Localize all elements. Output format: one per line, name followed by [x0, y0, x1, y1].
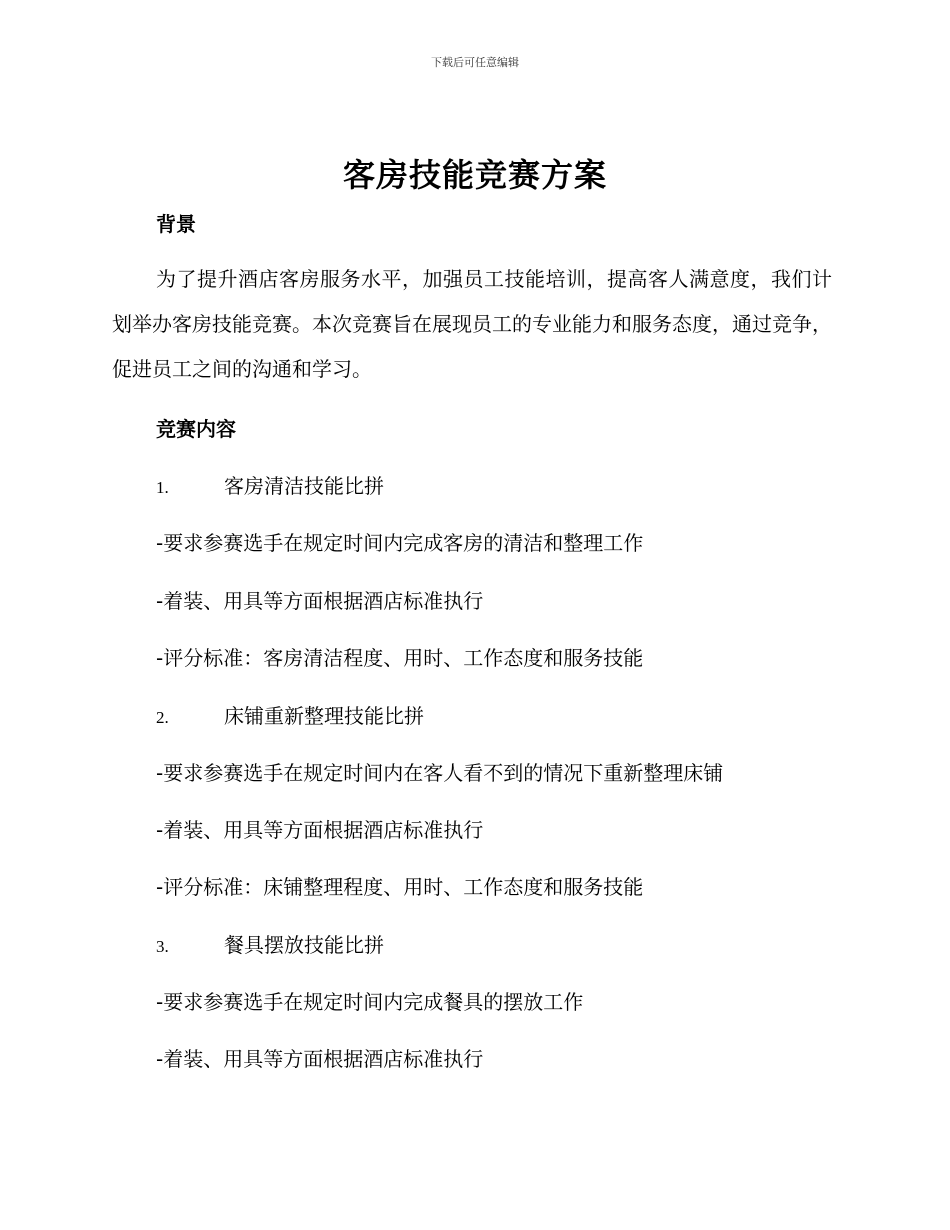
list-number: 2.: [156, 708, 169, 727]
bullet-line: -着装、用具等方面根据酒店标准执行: [156, 1047, 484, 1071]
list-item-3: [156, 929, 384, 958]
bullet-line: -评分标准：客房清洁程度、用时、工作态度和服务技能: [156, 646, 644, 670]
list-item-2: [156, 700, 424, 729]
bullet-line: -着装、用具等方面根据酒店标准执行: [156, 589, 484, 613]
bullet-line: -要求参赛选手在规定时间内在客人看不到的情况下重新整理床铺: [156, 761, 724, 785]
bullet-line: -着装、用具等方面根据酒店标准执行: [156, 818, 484, 842]
header-note: 下载后可任意编辑: [431, 56, 519, 69]
bullet-line: -评分标准：床铺整理程度、用时、工作态度和服务技能: [156, 875, 644, 899]
section-heading-background: 背景: [156, 212, 196, 236]
background-paragraph: 为了提升酒店客房服务水平，加强员工技能培训，提高客人满意度，我们计划举办客房技能竞赛。本次竞赛旨在展现员工的专业能力和服务态度，通过竞争，促进员工之间的沟通和学习。: [112, 267, 832, 381]
bullet-line: -要求参赛选手在规定时间内完成餐具的摆放工作: [156, 990, 584, 1014]
list-number: 3.: [156, 937, 169, 956]
list-item-title: 客房清洁技能比拼: [224, 474, 384, 498]
section-heading-content: 竞赛内容: [156, 417, 236, 441]
page-title: 客房技能竞赛方案: [342, 156, 607, 194]
list-number: 1.: [156, 478, 169, 497]
list-item-1: [156, 470, 384, 499]
list-item-title: 床铺重新整理技能比拼: [224, 704, 424, 728]
list-item-title: 餐具摆放技能比拼: [224, 933, 384, 957]
bullet-line: -要求参赛选手在规定时间内完成客房的清洁和整理工作: [156, 531, 644, 555]
